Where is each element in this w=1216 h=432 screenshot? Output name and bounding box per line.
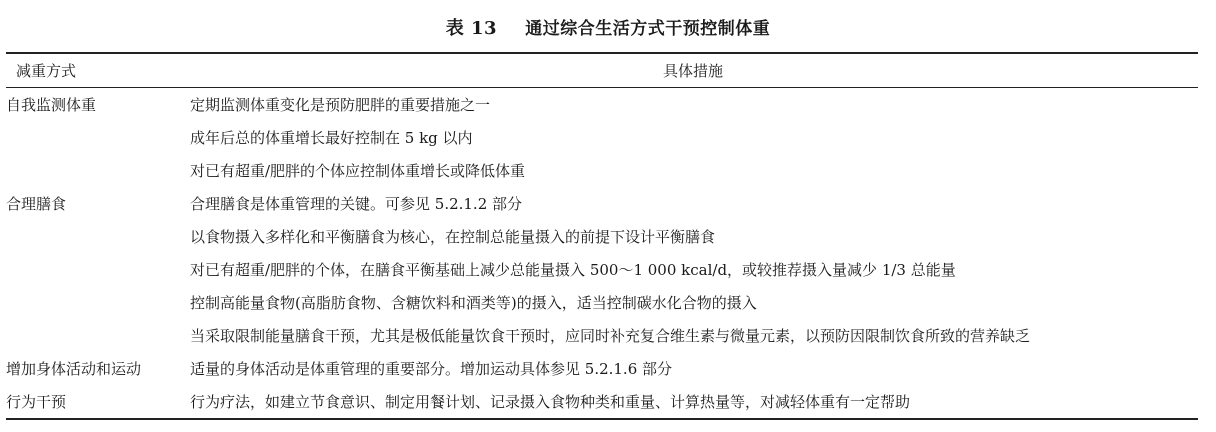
table-row [6, 352, 1198, 385]
table-row [6, 220, 1198, 253]
measure-cell: 成年后总的体重增长最好控制在 5 kg 以内 [190, 129, 473, 147]
measure-cell: 行为疗法，如建立节食意识、制定用餐计划、记录摄入食物种类和重量、计算热量等，对减轻体重有一定帮助 [190, 393, 911, 411]
table-row [6, 88, 1198, 122]
table-body [6, 88, 1198, 420]
measure-cell: 合理膳食是体重管理的关键。可参见 5.2.1.2 部分 [190, 195, 523, 213]
table-title: 通过综合生活方式干预控制体重 [525, 19, 771, 39]
table-caption [0, 14, 1216, 40]
measure-cell: 以食物摄入多样化和平衡膳食为核心，在控制总能量摄入的前提下设计平衡膳食 [190, 228, 716, 246]
measure-cell: 适量的身体活动是体重管理的重要部分。增加运动具体参见 5.2.1.6 部分 [190, 360, 673, 378]
table-number: 表 13 [445, 18, 498, 39]
table-row [6, 154, 1198, 187]
method-cell: 自我监测体重 [6, 96, 97, 114]
method-cell: 行为干预 [6, 393, 67, 411]
method-cell [6, 154, 188, 187]
method-cell [6, 286, 188, 319]
table-row [6, 319, 1198, 352]
measure-cell: 对已有超重/肥胖的个体，在膳食平衡基础上减少总能量摄入 500～1 000 kcal/d，或较推荐摄入量减少 1/3 总能量 [190, 261, 956, 279]
method-cell: 增加身体活动和运动 [6, 360, 142, 378]
method-cell [6, 121, 188, 154]
measure-cell: 当采取限制能量膳食干预，尤其是极低能量饮食干预时，应同时补充复合维生素与微量元素，以预防因限制饮食所致的营养缺乏 [190, 327, 1031, 345]
measure-cell: 对已有超重/肥胖的个体应控制体重增长或降低体重 [190, 162, 526, 180]
table-row [6, 286, 1198, 319]
table-header [6, 53, 1198, 88]
method-cell [6, 253, 188, 286]
header-row [6, 53, 1198, 88]
table-row [6, 385, 1198, 419]
table-row [6, 253, 1198, 286]
method-cell: 合理膳食 [6, 195, 67, 213]
table-row [6, 121, 1198, 154]
method-cell [6, 319, 188, 352]
table-row [6, 187, 1198, 220]
header-measure: 具体措施 [662, 62, 723, 80]
header-method: 减重方式 [16, 62, 77, 80]
weight-control-table [6, 52, 1198, 420]
measure-cell: 控制高能量食物(高脂肪食物、含糖饮料和酒类等)的摄入，适当控制碳水化合物的摄入 [190, 294, 757, 312]
measure-cell: 定期监测体重变化是预防肥胖的重要措施之一 [190, 96, 491, 114]
method-cell [6, 220, 188, 253]
